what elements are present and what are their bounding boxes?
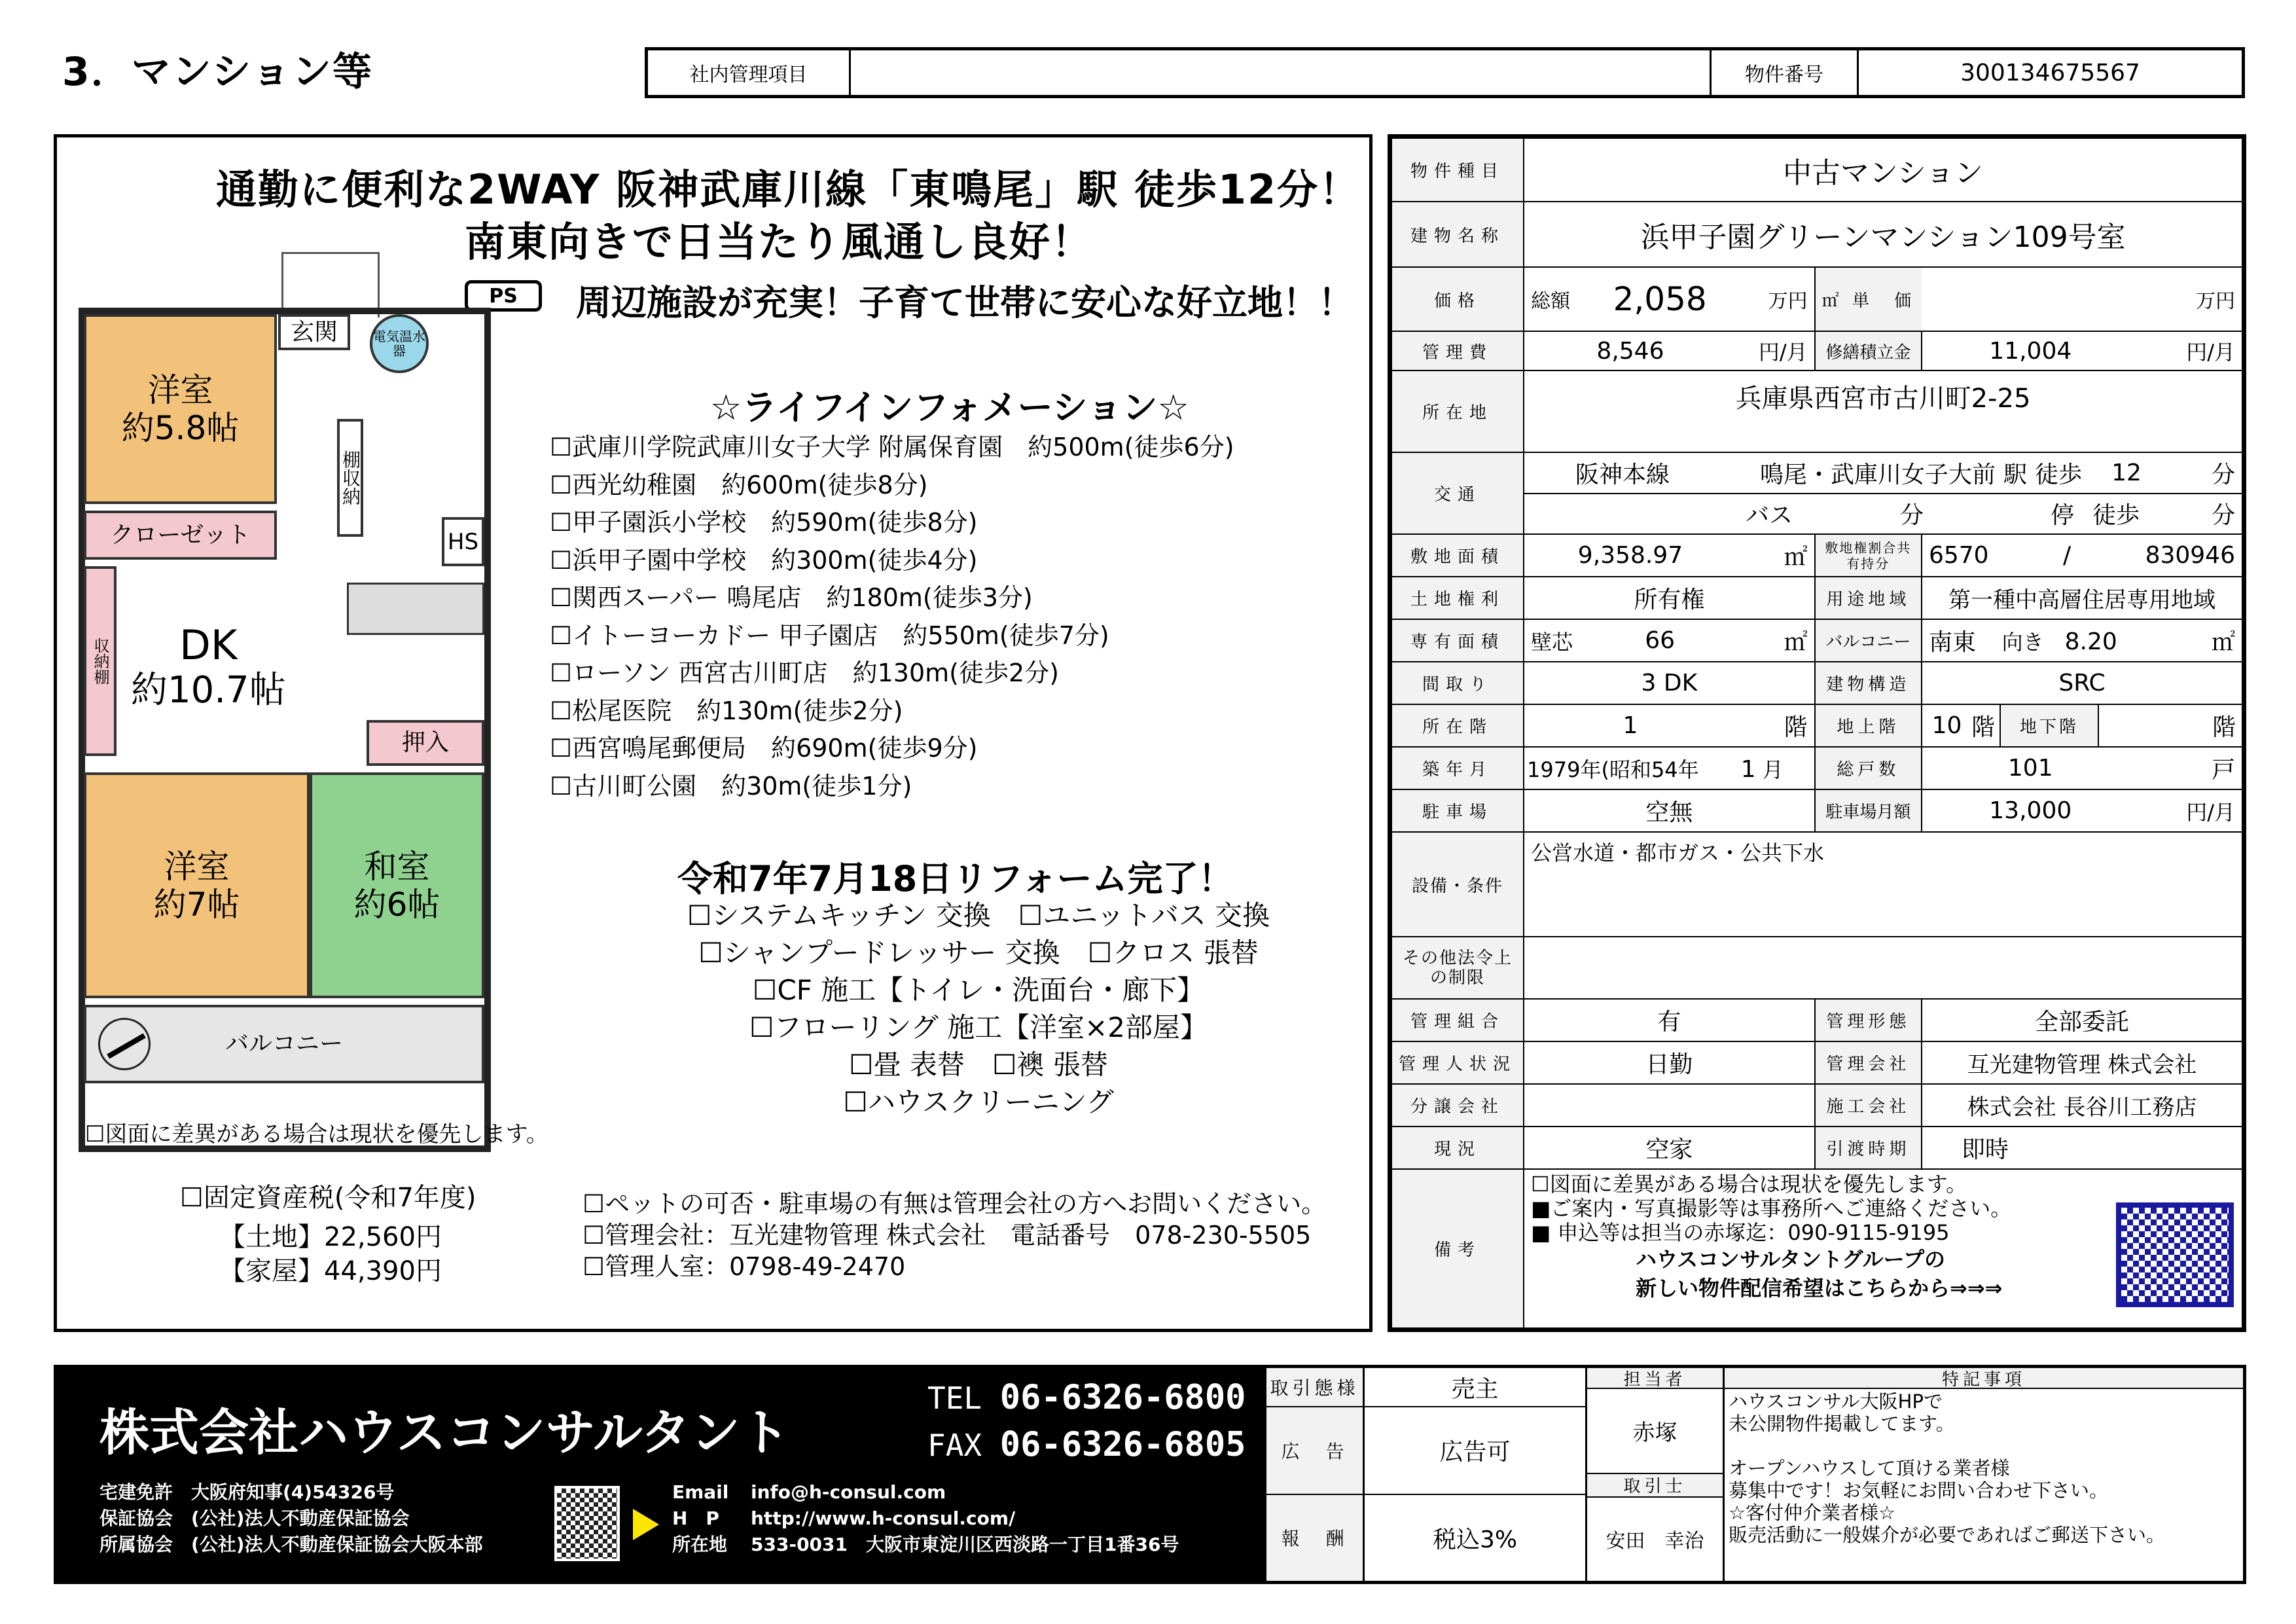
list-item: ☐シャンプードレッサー 交換 ☐クロス 張替 [698, 937, 1259, 969]
mgmt-fee-label: 管理費 [1391, 331, 1524, 370]
man-yen: 万円 [1736, 267, 1815, 331]
mgmt-label: 社内管理項目 [648, 50, 851, 95]
structure: SRC [1922, 662, 2242, 704]
stop-label: 停 [2051, 502, 2075, 529]
kitchen-counter [347, 583, 484, 635]
per-month-2: 円/月 [2139, 331, 2242, 370]
hp-link[interactable]: http://www.h-consul.com/ [751, 1507, 1016, 1529]
life-info-list [550, 429, 1234, 805]
tax-land: 【土地】22,560円 [219, 1222, 442, 1252]
fax: FAX 06-6326-6805 [927, 1425, 1246, 1464]
station: 鳴尾・武庫川女子大前 [1760, 461, 1996, 488]
land-right: 所有権 [1524, 577, 1815, 619]
special-line [1729, 1435, 2239, 1457]
reform-list [648, 897, 1309, 1121]
list-item: ☐西光幼稚園 約600m(徒歩8分) [550, 470, 928, 499]
email-link[interactable]: info@h-consul.com [751, 1481, 946, 1503]
fun-2: 分 [2211, 502, 2235, 529]
builder: 株式会社 長谷川工務店 [1922, 1084, 2242, 1127]
type-label: 物件種目 [1391, 138, 1524, 202]
units: 101 [1922, 747, 2139, 789]
special-line: 募集中です！お気軽にお問い合わせ下さい。 [1729, 1479, 2109, 1502]
seller [1524, 1084, 1815, 1127]
wall-label: 壁芯 [1524, 619, 1583, 662]
shelf-storage: 棚収納 [337, 419, 363, 537]
staff-col [1585, 1368, 1723, 1581]
layout: 3 DK [1524, 662, 1815, 704]
special-label: 特記事項 [1725, 1368, 2243, 1389]
gatsu: 月 [1762, 757, 1784, 782]
pet-notes [583, 1188, 1326, 1282]
transit-cell [1524, 452, 2242, 534]
arrow-icon [633, 1509, 659, 1540]
eki: 駅 [2003, 461, 2028, 488]
handover-label: 引渡時期 [1815, 1127, 1922, 1169]
fee-label: 報 酬 [1266, 1495, 1363, 1581]
mgmt-form-label: 管理形態 [1815, 999, 1922, 1041]
address-label: 所在地 [1391, 370, 1524, 452]
company-block [57, 1368, 1265, 1581]
list-item: ☐CF 施工【トイレ・洗面台・廊下】 [752, 974, 1205, 1006]
list-item: ☐管理会社：互光建物管理 株式会社 電話番号 078-230-5505 [583, 1221, 1312, 1250]
floor-area-label: 専有面積 [1391, 619, 1524, 662]
footer-qr-icon[interactable] [554, 1486, 620, 1561]
above: 10 [1931, 712, 1962, 739]
mgmt-value [851, 50, 1712, 95]
special-line: 販売活動に一般媒介が必要であればご郵送下さい。 [1729, 1524, 2166, 1546]
staff: 赤塚 [1587, 1389, 1723, 1474]
layout-label: 間取り [1391, 662, 1524, 704]
units-label: 総戸数 [1815, 747, 1922, 789]
share-num: 6570 [1922, 534, 1996, 577]
storage-shelf-1: 収納棚 [84, 566, 117, 756]
land-area: 9,358.97 [1524, 534, 1736, 577]
room-dk-size: 約10.7帖 [131, 669, 286, 712]
clerk-label: 取引士 [1587, 1474, 1723, 1498]
walk-min: 12 [2111, 460, 2142, 486]
kai-2: 階 [1971, 705, 2001, 746]
prop-no-label: 物件番号 [1712, 50, 1859, 95]
sqm-2: ㎡ [1736, 534, 1815, 577]
list-item: ☐システムキッチン 交換 ☐ユニットバス 交換 [687, 899, 1270, 931]
assoc-label: 管理組合 [1391, 999, 1524, 1041]
assoc: 有 [1524, 999, 1815, 1041]
management-bar [645, 47, 2245, 98]
special-line: ☆客付仲介業者様☆ [1729, 1502, 1895, 1524]
room-japanese-size: 約6帖 [353, 885, 440, 924]
floor-area: 66 [1583, 619, 1736, 662]
footer [54, 1365, 2246, 1584]
list-item: ☐甲子園浜小学校 約590m(徒歩8分) [550, 508, 978, 537]
staff-label: 担当者 [1587, 1368, 1723, 1389]
tax-title: ☐固定資産税(令和7年度) [180, 1183, 476, 1213]
name-label: 建物名称 [1391, 202, 1524, 267]
above-label: 地上階 [1815, 704, 1922, 747]
line: 阪神本線 [1575, 461, 1670, 488]
special-line: ハウスコンサル大阪HPで [1729, 1390, 1943, 1413]
remark-line: ■ご案内・写真撮影等は事務所へご連絡ください。 [1531, 1196, 2012, 1221]
room-western-2-size: 約7帖 [153, 885, 240, 924]
list-item: ☐ローソン 西宮古川町店 約130m(徒歩2分) [550, 659, 1060, 687]
balcony-muki: 向き 8.20 [1996, 619, 2139, 662]
compass-icon [98, 1018, 151, 1070]
remark-line: ■ 申込等は担当の赤塚迄：090-9115-9195 [1531, 1220, 1950, 1245]
built-month: 1 [1740, 755, 1756, 783]
balcony-label: バルコニー [1815, 619, 1922, 662]
handover: 即時 [1922, 1127, 2242, 1169]
special-notes [1725, 1389, 2243, 1581]
room-western-2-name: 洋室 [164, 847, 230, 886]
qr-code-icon[interactable] [2116, 1202, 2234, 1307]
headline-3: 周辺施設が充実！子育て世帯に安心な好立地！！ [576, 282, 1354, 323]
price-label: 価格 [1391, 267, 1524, 331]
floorplan-note: ☐図面に差異がある場合は現状を優先します。 [85, 1121, 548, 1147]
deal-label: 取引態様 [1266, 1368, 1363, 1407]
balcony-dir: 南東 [1922, 619, 1996, 662]
room-western-1 [84, 314, 277, 504]
room-dk-name: DK [179, 621, 238, 669]
remark-line: 新しい物件配信希望はこちらから⇒⇒⇒ [1636, 1276, 2003, 1301]
status: 空家 [1524, 1127, 1815, 1169]
mgmt-form: 全部委託 [1922, 999, 2242, 1041]
list-item: ☐管理人室：0798-49-2470 [583, 1252, 906, 1281]
list-item: ☐ペットの可否・駐車場の有無は管理会社の方へお問いください。 [583, 1189, 1327, 1218]
tel: TEL 06-6326-6800 [927, 1378, 1246, 1417]
room-western-1-name: 洋室 [147, 371, 213, 409]
zoning: 第一種中高層住居専用地域 [1922, 577, 2242, 619]
mgmt-fee: 8,546 [1524, 331, 1736, 370]
license-block [99, 1479, 483, 1558]
floor-label: 所在階 [1391, 704, 1524, 747]
section-title: 3．マンション等 [62, 49, 374, 95]
room-western-2 [84, 772, 310, 998]
list-item: ☐古川町公園 約30m(徒歩1分) [550, 771, 912, 801]
assoc-1: 保証協会 (公社)法人不動産保証協会 [99, 1507, 410, 1529]
room-dk [131, 622, 286, 712]
sqm-4: ㎡ [2139, 619, 2242, 662]
share-label: 敷地権割合共有持分 [1815, 534, 1922, 577]
facility-label: 設備・条件 [1391, 832, 1524, 937]
repair-label: 修繕積立金 [1815, 331, 1922, 370]
list-item: ☐ハウスクリーニング [843, 1086, 1114, 1118]
spec-table [1388, 134, 2246, 1332]
property-type: 中古マンション [1524, 138, 2242, 202]
repair-fee: 11,004 [1922, 331, 2139, 370]
oshiire: 押入 [367, 720, 484, 766]
transit-label: 交通 [1391, 452, 1524, 534]
ps-box: PS [465, 280, 542, 312]
water-heater: 電気温水器 [370, 314, 429, 373]
unit-value [1922, 267, 2139, 331]
deal-values [1363, 1368, 1585, 1581]
below-label: 地下階 [2001, 705, 2099, 746]
building-name: 浜甲子園グリーンマンション109号室 [1524, 202, 2242, 267]
parking-label: 駐車場 [1391, 789, 1524, 832]
bus-label: バス [1746, 502, 1793, 529]
remark-line: ☐図面に差異がある場合は現状を優先します。 [1531, 1172, 1967, 1197]
per-month: 円/月 [1736, 331, 1815, 370]
manager: 日勤 [1524, 1041, 1815, 1084]
bus-fun: 分 [1900, 502, 1924, 529]
room-japanese-name: 和室 [364, 847, 430, 886]
deal: 売主 [1365, 1368, 1585, 1407]
walk2-label: 徒歩 [2092, 502, 2140, 529]
deal-labels [1265, 1368, 1363, 1581]
walk-label: 徒歩 [2035, 461, 2083, 488]
mgmt-co: 互光建物管理 株式会社 [1922, 1041, 2242, 1084]
parking-fee-label: 駐車場月額 [1815, 789, 1922, 832]
fee: 税込3% [1432, 1526, 1518, 1553]
builder-label: 施工会社 [1815, 1084, 1922, 1127]
facility: 公営水道・都市ガス・公共下水 [1524, 832, 2242, 937]
sqm-3: ㎡ [1736, 619, 1815, 662]
assoc-2: 所属協会 (公社)法人不動産保証協会大阪本部 [99, 1534, 483, 1555]
list-item: ☐フローリング 施工【洋室×2部屋】 [749, 1011, 1208, 1043]
ad-label: 広 告 [1266, 1407, 1363, 1495]
floor: 1 [1524, 704, 1736, 747]
clerk: 安田 幸治 [1605, 1530, 1704, 1553]
headline-2: 南東向きで日当たり風通し良好！ [465, 218, 1094, 266]
kai-3: 階 [2212, 714, 2236, 741]
closet: クローゼット [84, 511, 277, 560]
parking: 空無 [1524, 789, 1815, 832]
built-label: 築年月 [1391, 747, 1524, 789]
floors-cell [1922, 704, 2242, 747]
headline-1: 通勤に便利な2WAY 阪神武庫川線「東鳴尾」駅 徒歩12分！ [216, 166, 1361, 213]
list-item: ☐武庫川学院武庫川女子大学 附属保育園 約500m(徒歩6分) [550, 433, 1234, 461]
room-japanese [310, 772, 484, 998]
list-item: ☐浜甲子園中学校 約300m(徒歩4分) [550, 545, 978, 575]
reform-title: 令和7年7月18日リフォーム完了！ [677, 858, 1234, 899]
slash: / [1996, 534, 2139, 577]
contact-block: Email info@h-consul.com H P http://www.h-consul.com/ 所在地 533-0031 大阪市東淀川区西淡路一丁目1番36号 [672, 1481, 1179, 1555]
room-western-1-size: 約5.8帖 [121, 409, 240, 447]
prop-no: 300134675567 [1960, 59, 2140, 86]
list-item: ☐西宮鳴尾郵便局 約690m(徒歩9分) [550, 734, 978, 763]
zoning-label: 用途地域 [1815, 577, 1922, 619]
unit-label: ㎡ 単 価 [1815, 267, 1922, 331]
special-line: オープンハウスして頂ける業者様 [1729, 1457, 2010, 1479]
structure-label: 建物構造 [1815, 662, 1922, 704]
remarks-cell [1524, 1169, 2242, 1328]
tax-house: 【家屋】44,390円 [219, 1256, 442, 1286]
list-item: ☐イトーヨーカドー 甲子園店 約550m(徒歩7分) [550, 621, 1109, 650]
land-area-label: 敷地面積 [1391, 534, 1524, 577]
floor-plan [79, 249, 518, 1100]
ad: 広告可 [1365, 1407, 1585, 1495]
list-item: ☐松尾医院 約130m(徒歩2分) [550, 696, 903, 725]
total-label: 総額 [1524, 267, 1583, 331]
license: 宅建免許 大阪府知事(4)54326号 [99, 1481, 395, 1503]
mgmt-co-label: 管理会社 [1815, 1041, 1922, 1084]
share-den: 830946 [2139, 534, 2242, 577]
balcony: バルコニー [84, 1005, 484, 1083]
life-info-title: ☆ライフインフォメーション☆ [710, 387, 1189, 428]
hs-box: HS [442, 517, 484, 566]
list-item: ☐畳 表替 ☐襖 張替 [848, 1049, 1108, 1081]
remark-line: ハウスコンサルタントグループの [1636, 1247, 1945, 1272]
company-name: 株式会社ハウスコンサルタント [99, 1403, 790, 1462]
built-cell [1524, 747, 1815, 789]
special-line: 未公開物件掲載してます。 [1729, 1413, 1955, 1435]
kai: 階 [1736, 704, 1815, 747]
address: 533-0031 大阪市東淀川区西淡路一丁目1番36号 [751, 1534, 1179, 1555]
deal-block [1265, 1368, 2243, 1581]
built: 1979年(昭和54年 [1527, 757, 1699, 782]
parking-fee: 13,000 [1922, 789, 2139, 832]
ko: 戸 [2139, 747, 2242, 789]
legal [1524, 937, 2242, 999]
remarks-label: 備考 [1391, 1169, 1524, 1328]
per-month-3: 円/月 [2139, 789, 2242, 832]
address: 兵庫県西宮市古川町2-25 [1524, 370, 2242, 452]
manager-label: 管理人状況 [1391, 1041, 1524, 1084]
price-value: 2,058 [1583, 267, 1736, 331]
legal-label: その他法令上の制限 [1391, 937, 1524, 999]
seller-label: 分譲会社 [1391, 1084, 1524, 1127]
man-yen-2: 万円 [2139, 267, 2242, 331]
land-right-label: 土地権利 [1391, 577, 1524, 619]
fun: 分 [2211, 461, 2235, 488]
list-item: ☐関西スーパー 鳴尾店 約180m(徒歩3分) [550, 583, 1033, 612]
genkan: 玄関 [278, 314, 350, 350]
special-col [1723, 1368, 2243, 1581]
status-label: 現況 [1391, 1127, 1524, 1169]
